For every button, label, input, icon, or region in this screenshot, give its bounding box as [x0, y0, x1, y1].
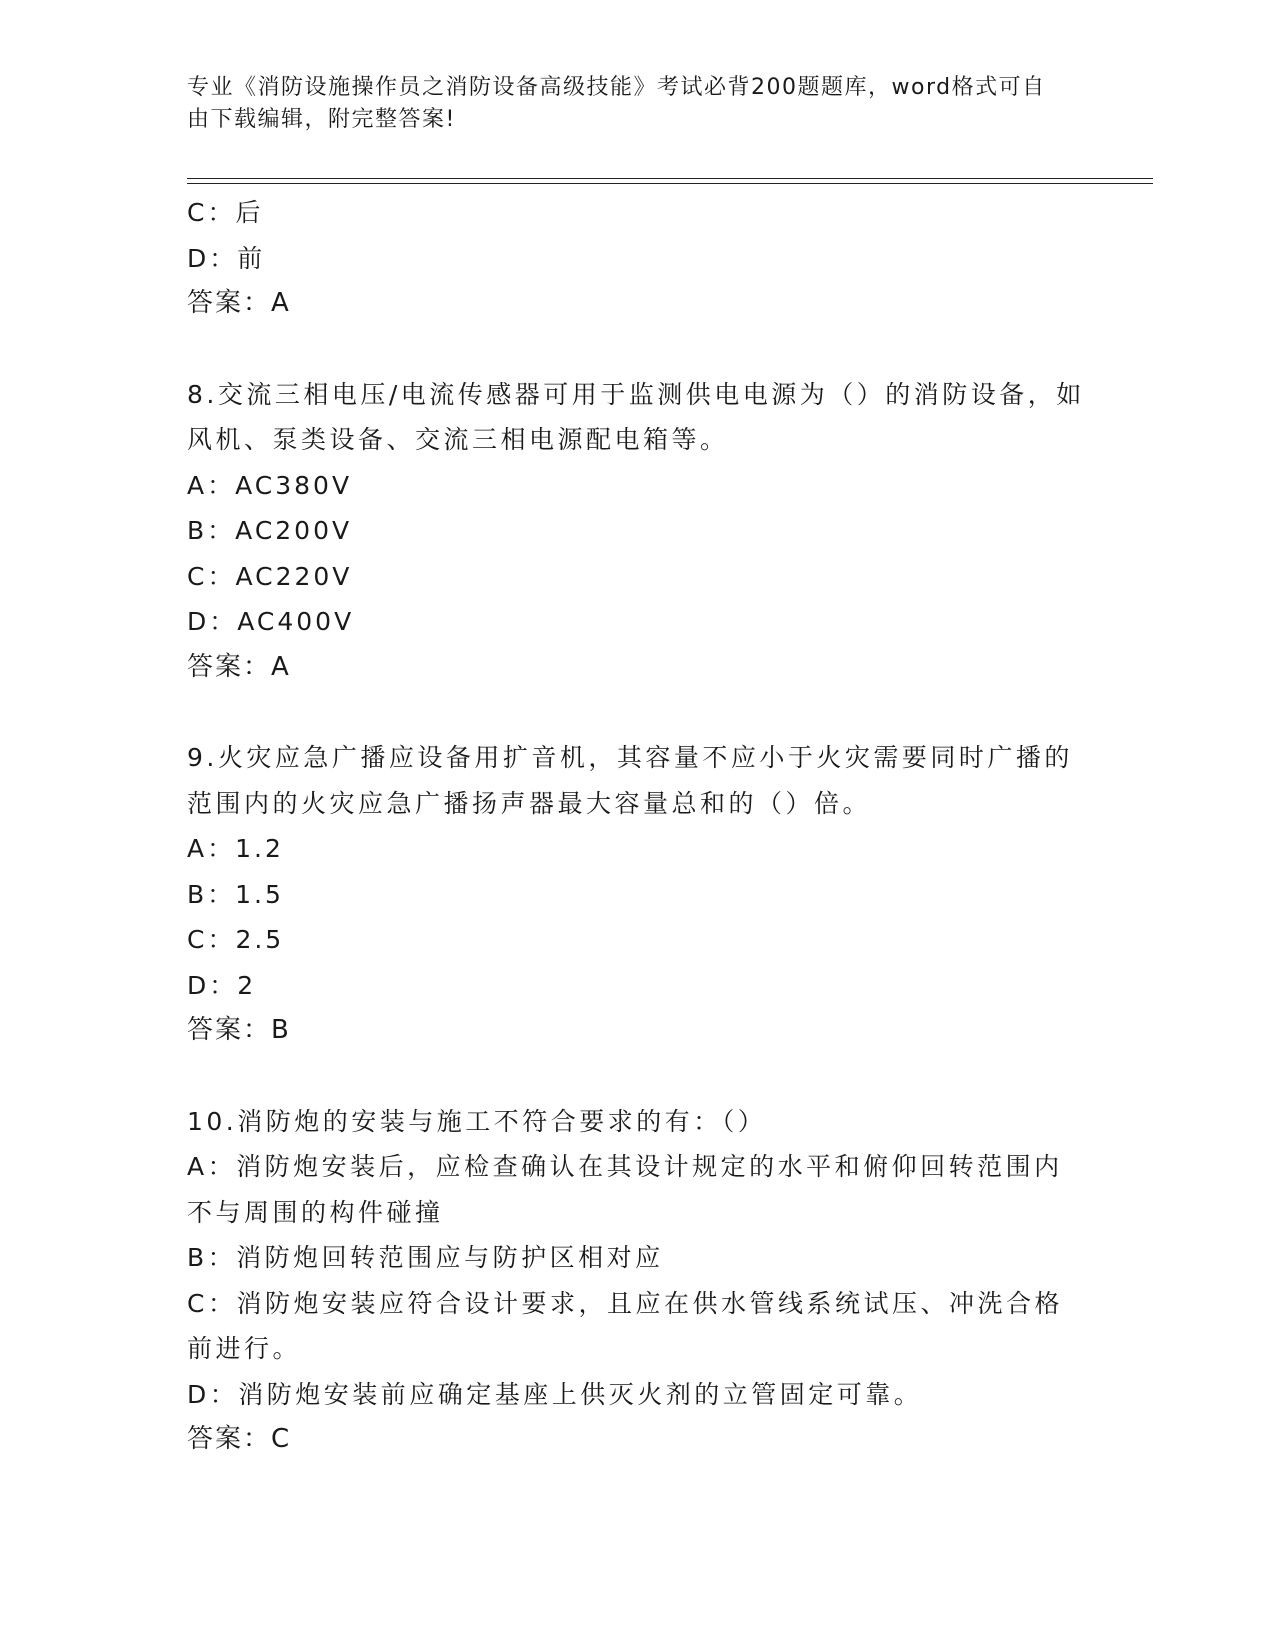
- option-d: D：消防炮安装前应确定基座上供灭火剂的立管固定可靠。: [187, 1379, 923, 1409]
- option-c: C：AC220V: [187, 561, 353, 591]
- answer-line: 答案：A: [187, 651, 291, 682]
- question-9: [187, 735, 1087, 1054]
- option-d: D：前: [187, 243, 266, 273]
- option-c: C：消防炮安装应符合设计要求，且应在供水管线系统试压、冲洗合格前进行。: [187, 1288, 1063, 1363]
- header-divider-bottom: [187, 183, 1153, 184]
- answer-line: 答案：B: [187, 1015, 291, 1045]
- question-list: [187, 190, 1087, 1463]
- option-d: D：2: [187, 970, 257, 1000]
- option-b: B：1.5: [187, 879, 284, 909]
- option-b: B：AC200V: [187, 516, 353, 545]
- header-title: 专业《消防设施操作员之消防设备高级技能》考试必背200题题库，word格式可自由下载编辑，附完整答案!: [187, 75, 1046, 132]
- question-10: [187, 1099, 1087, 1463]
- option-a: A：1.2: [187, 834, 284, 863]
- answer-line: 答案：A: [187, 288, 291, 318]
- option-d: D：AC400V: [187, 607, 355, 636]
- option-c: C：后: [187, 198, 264, 227]
- option-b: B：消防炮回转范围应与防护区相对应: [187, 1243, 664, 1272]
- question-text: 10.消防炮的安装与施工不符合要求的有：（）: [187, 1106, 767, 1136]
- option-a: A：消防炮安装后，应检查确认在其设计规定的水平和俯仰回转范围内不与周围的构件碰撞: [187, 1152, 1063, 1227]
- question-text: 9.火灾应急广播应设备用扩音机，其容量不应小于火灾需要同时广播的范围内的火灾应急广播扬声器最大容量总和的（）倍。: [187, 743, 1073, 818]
- previous-question-tail: [187, 190, 1087, 327]
- option-c: C：2.5: [187, 925, 285, 954]
- question-text: 8.交流三相电压/电流传感器可用于监测供电电源为（）的消防设备，如风机、泵类设备、交流三相电源配电箱等。: [187, 379, 1085, 454]
- document-header: [187, 72, 1067, 136]
- header-divider-top: [187, 178, 1153, 179]
- answer-line: 答案：C: [187, 1424, 292, 1454]
- question-8: [187, 372, 1087, 691]
- option-a: A：AC380V: [187, 470, 353, 500]
